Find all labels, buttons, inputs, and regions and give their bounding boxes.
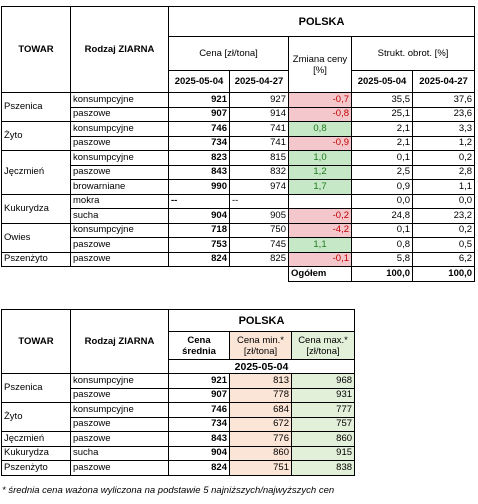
price-table — [1, 6, 475, 282]
row-zmiana: 1,7 — [289, 180, 352, 195]
row-rodzaj: paszowe — [71, 432, 169, 447]
row-towar: Kukurydza — [2, 446, 71, 461]
row-strukt-previous: 1,1 — [413, 180, 475, 195]
row-cena-current: 904 — [169, 209, 230, 224]
row-cena-srednia: 843 — [169, 432, 230, 447]
header-date: 2025-05-04 — [169, 71, 230, 93]
row-rodzaj: konsumpcyjne — [71, 374, 169, 389]
row-strukt-previous: 0,2 — [413, 151, 475, 166]
header-towar: TOWAR — [2, 310, 71, 374]
table-row — [2, 238, 475, 253]
price-range-table — [1, 309, 355, 476]
row-cena-previous: 741 — [230, 136, 289, 151]
row-cena-max: 860 — [292, 432, 355, 447]
footnote: * średnia cena ważona wyliczona na podstawie 5 najniższych/najwyższych cen — [2, 485, 335, 496]
row-towar: Żyto — [2, 122, 71, 151]
row-strukt-previous: 0,0 — [413, 194, 475, 209]
row-strukt-previous: 37,6 — [413, 93, 475, 108]
row-zmiana: -0,7 — [289, 93, 352, 108]
header-rodzaj: Rodzaj ZIARNA — [71, 7, 169, 93]
header-cena-max: Cena max.* [zł/tona] — [292, 332, 355, 360]
row-strukt-current: 0,1 — [352, 151, 413, 166]
row-cena-min: 778 — [230, 388, 292, 403]
table-row — [2, 403, 355, 418]
row-cena-previous: -- — [230, 194, 289, 209]
total-str2: 100,0 — [413, 267, 475, 282]
total-label: Ogółem — [289, 267, 352, 282]
row-cena-max: 915 — [292, 446, 355, 461]
row-strukt-current: 25,1 — [352, 107, 413, 122]
table-row — [2, 136, 475, 151]
row-cena-previous: 741 — [230, 122, 289, 137]
row-rodzaj: konsumpcyjne — [71, 122, 169, 137]
table-row — [2, 165, 475, 180]
row-towar: Pszenica — [2, 93, 71, 122]
header-region: POLSKA — [169, 310, 355, 332]
table-row — [2, 461, 355, 476]
row-towar: Pszenica — [2, 374, 71, 403]
row-cena-current: 907 — [169, 107, 230, 122]
row-cena-min: 776 — [230, 432, 292, 447]
row-zmiana: 0,8 — [289, 122, 352, 137]
row-towar: Żyto — [2, 403, 71, 432]
row-zmiana: 1,0 — [289, 151, 352, 166]
table-row — [2, 107, 475, 122]
row-cena-srednia: 907 — [169, 388, 230, 403]
row-strukt-current: 2,1 — [352, 122, 413, 137]
row-rodzaj: browarniane — [71, 180, 169, 195]
row-cena-previous: 832 — [230, 165, 289, 180]
row-strukt-current: 2,5 — [352, 165, 413, 180]
row-strukt-current: 0,0 — [352, 194, 413, 209]
row-cena-max: 757 — [292, 417, 355, 432]
row-cena-current: 746 — [169, 122, 230, 137]
table-row — [2, 93, 475, 108]
row-cena-min: 684 — [230, 403, 292, 418]
row-cena-current: 823 — [169, 151, 230, 166]
row-strukt-current: 0,8 — [352, 238, 413, 253]
row-cena-previous: 927 — [230, 93, 289, 108]
header-date: 2025-04-27 — [413, 71, 475, 93]
row-towar: Kukurydza — [2, 194, 71, 223]
row-towar: Pszenżyto — [2, 252, 71, 267]
row-rodzaj: paszowe — [71, 461, 169, 476]
header-region: POLSKA — [169, 7, 475, 37]
row-strukt-current: 2,1 — [352, 136, 413, 151]
row-rodzaj: paszowe — [71, 417, 169, 432]
row-zmiana: 1,2 — [289, 165, 352, 180]
row-strukt-previous: 0,2 — [413, 223, 475, 238]
row-rodzaj: mokra — [71, 194, 169, 209]
row-cena-current: 921 — [169, 93, 230, 108]
row-cena-max: 838 — [292, 461, 355, 476]
row-cena-max: 931 — [292, 388, 355, 403]
table-row — [2, 209, 475, 224]
row-cena-min: 860 — [230, 446, 292, 461]
row-strukt-previous: 23,6 — [413, 107, 475, 122]
row-zmiana — [289, 194, 352, 209]
row-rodzaj: sucha — [71, 209, 169, 224]
row-cena-max: 968 — [292, 374, 355, 389]
row-cena-current: 753 — [169, 238, 230, 253]
row-rodzaj: paszowe — [71, 165, 169, 180]
table-row — [2, 194, 475, 209]
row-rodzaj: konsumpcyjne — [71, 93, 169, 108]
row-cena-max: 777 — [292, 403, 355, 418]
header-cena: Cena [zł/tona] — [169, 37, 289, 71]
header-towar: TOWAR — [2, 7, 71, 93]
row-zmiana: -0,2 — [289, 209, 352, 224]
row-cena-previous: 825 — [230, 252, 289, 267]
row-rodzaj: konsumpcyjne — [71, 403, 169, 418]
row-cena-srednia: 904 — [169, 446, 230, 461]
row-rodzaj: konsumpcyjne — [71, 223, 169, 238]
table-row — [2, 432, 355, 447]
row-zmiana: -0,8 — [289, 107, 352, 122]
row-cena-current: 734 — [169, 136, 230, 151]
row-cena-current: 718 — [169, 223, 230, 238]
row-strukt-previous: 6,2 — [413, 252, 475, 267]
row-rodzaj: paszowe — [71, 238, 169, 253]
row-rodzaj: sucha — [71, 446, 169, 461]
row-cena-previous: 974 — [230, 180, 289, 195]
row-strukt-previous: 1,2 — [413, 136, 475, 151]
row-strukt-previous: 3,3 — [413, 122, 475, 137]
header-rodzaj: Rodzaj ZIARNA — [71, 310, 169, 374]
row-rodzaj: paszowe — [71, 136, 169, 151]
row-cena-min: 813 — [230, 374, 292, 389]
table-row — [2, 374, 355, 389]
row-zmiana: -0,9 — [289, 136, 352, 151]
row-cena-previous: 815 — [230, 151, 289, 166]
header-strukt: Strukt. obrot. [%] — [352, 37, 475, 71]
table-row — [2, 252, 475, 267]
row-rodzaj: paszowe — [71, 107, 169, 122]
row-strukt-current: 0,9 — [352, 180, 413, 195]
row-strukt-previous: 23,2 — [413, 209, 475, 224]
row-cena-srednia: 921 — [169, 374, 230, 389]
row-strukt-previous: 0,5 — [413, 238, 475, 253]
row-cena-previous: 905 — [230, 209, 289, 224]
row-towar: Jęczmień — [2, 432, 71, 447]
row-strukt-current: 35,5 — [352, 93, 413, 108]
header-date: 2025-05-04 — [352, 71, 413, 93]
table-row — [2, 122, 475, 137]
row-zmiana: -4,2 — [289, 223, 352, 238]
row-zmiana: 1,1 — [289, 238, 352, 253]
table-row — [2, 446, 355, 461]
row-cena-current: 824 — [169, 252, 230, 267]
row-rodzaj: paszowe — [71, 388, 169, 403]
row-strukt-current: 24,8 — [352, 209, 413, 224]
header-zmiana: Zmiana ceny [%] — [289, 37, 352, 93]
row-strukt-previous: 2,8 — [413, 165, 475, 180]
row-cena-current: -- — [169, 194, 230, 209]
header-cena: Cena średnia — [169, 332, 230, 360]
header-cena-min: Cena min.* [zł/tona] — [230, 332, 292, 360]
row-cena-min: 672 — [230, 417, 292, 432]
row-cena-current: 843 — [169, 165, 230, 180]
table-row — [2, 151, 475, 166]
row-cena-previous: 745 — [230, 238, 289, 253]
row-cena-previous: 914 — [230, 107, 289, 122]
row-cena-previous: 750 — [230, 223, 289, 238]
table-row — [2, 223, 475, 238]
header-date: 2025-04-27 — [230, 71, 289, 93]
row-cena-srednia: 824 — [169, 461, 230, 476]
row-strukt-current: 0,1 — [352, 223, 413, 238]
row-cena-srednia: 746 — [169, 403, 230, 418]
total-str1: 100,0 — [352, 267, 413, 282]
row-cena-srednia: 734 — [169, 417, 230, 432]
row-towar: Jęczmień — [2, 151, 71, 195]
row-rodzaj: paszowe — [71, 252, 169, 267]
row-rodzaj: konsumpcyjne — [71, 151, 169, 166]
header-date: 2025-05-04 — [169, 360, 355, 374]
row-towar: Pszenżyto — [2, 461, 71, 476]
row-cena-min: 751 — [230, 461, 292, 476]
table-row — [2, 180, 475, 195]
row-strukt-current: 5,8 — [352, 252, 413, 267]
row-towar: Owies — [2, 223, 71, 252]
row-zmiana: -0,1 — [289, 252, 352, 267]
row-cena-current: 990 — [169, 180, 230, 195]
